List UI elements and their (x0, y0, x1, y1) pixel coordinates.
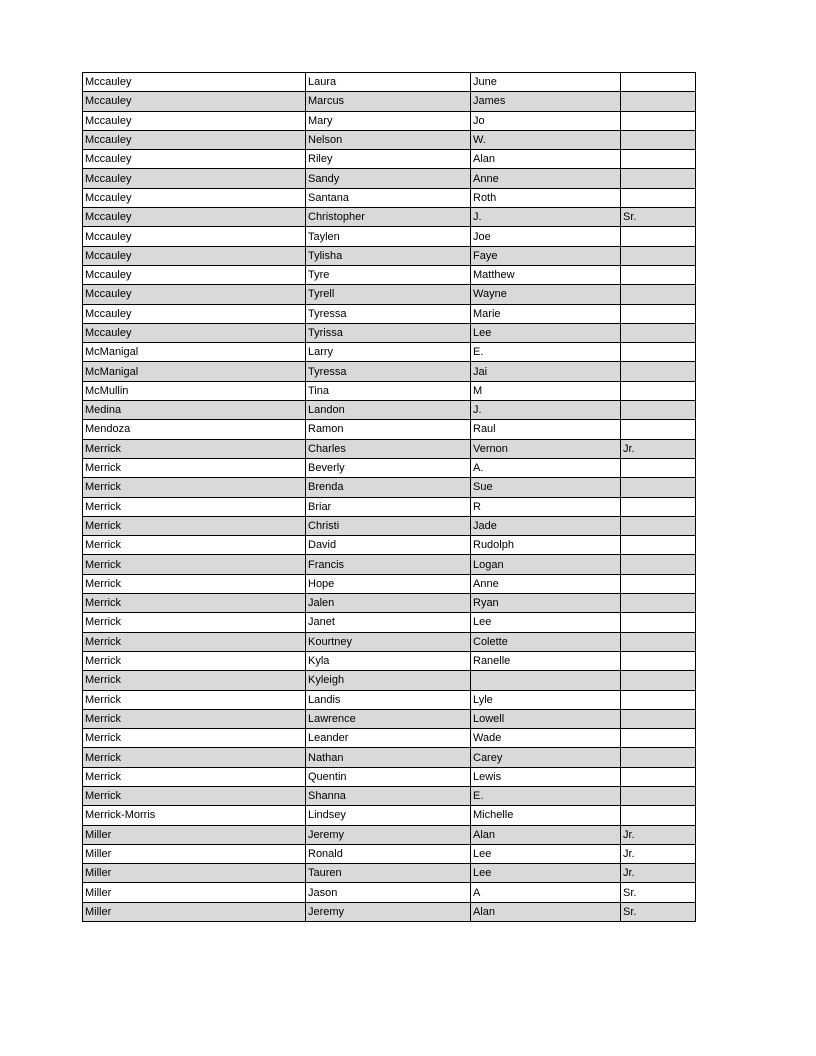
middle-name-cell: Lowell (471, 709, 621, 728)
suffix-cell: Sr. (621, 902, 696, 921)
last-name-cell: McMullin (83, 381, 306, 400)
last-name-cell: Merrick (83, 536, 306, 555)
last-name-cell: Merrick (83, 439, 306, 458)
middle-name-cell (471, 671, 621, 690)
middle-name-cell: Marie (471, 304, 621, 323)
suffix-cell (621, 594, 696, 613)
suffix-cell (621, 246, 696, 265)
last-name-cell: Mccauley (83, 130, 306, 149)
table-row (83, 265, 696, 284)
last-name-cell: Mccauley (83, 227, 306, 246)
last-name-cell: Miller (83, 825, 306, 844)
suffix-cell (621, 323, 696, 342)
last-name-cell: Mccauley (83, 208, 306, 227)
table-row (83, 458, 696, 477)
first-name-cell: Ronald (306, 844, 471, 863)
table-row (83, 767, 696, 786)
last-name-cell: Mccauley (83, 92, 306, 111)
suffix-cell (621, 690, 696, 709)
first-name-cell: Nathan (306, 748, 471, 767)
first-name-cell: Tauren (306, 864, 471, 883)
suffix-cell (621, 786, 696, 805)
first-name-cell: Landis (306, 690, 471, 709)
suffix-cell: Jr. (621, 844, 696, 863)
last-name-cell: Merrick (83, 767, 306, 786)
first-name-cell: Leander (306, 729, 471, 748)
suffix-cell (621, 362, 696, 381)
table-row (83, 111, 696, 130)
last-name-cell: Merrick (83, 478, 306, 497)
last-name-cell: Merrick (83, 632, 306, 651)
table-row (83, 555, 696, 574)
first-name-cell: Christi (306, 516, 471, 535)
first-name-cell: Kyleigh (306, 671, 471, 690)
table-row (83, 92, 696, 111)
table-row (83, 671, 696, 690)
last-name-cell: Mccauley (83, 323, 306, 342)
middle-name-cell: E. (471, 343, 621, 362)
middle-name-cell: Carey (471, 748, 621, 767)
suffix-cell (621, 111, 696, 130)
table-row (83, 150, 696, 169)
suffix-cell (621, 265, 696, 284)
last-name-cell: Miller (83, 883, 306, 902)
last-name-cell: Medina (83, 401, 306, 420)
middle-name-cell: Jai (471, 362, 621, 381)
first-name-cell: Briar (306, 497, 471, 516)
suffix-cell: Sr. (621, 208, 696, 227)
suffix-cell (621, 227, 696, 246)
first-name-cell: Shanna (306, 786, 471, 805)
middle-name-cell: Raul (471, 420, 621, 439)
last-name-cell: Mccauley (83, 265, 306, 284)
middle-name-cell: Alan (471, 150, 621, 169)
suffix-cell (621, 478, 696, 497)
middle-name-cell: J. (471, 208, 621, 227)
table-row (83, 516, 696, 535)
middle-name-cell: Joe (471, 227, 621, 246)
table-row (83, 632, 696, 651)
table-row (83, 536, 696, 555)
last-name-cell: Merrick (83, 690, 306, 709)
last-name-cell: Merrick (83, 458, 306, 477)
suffix-cell (621, 806, 696, 825)
suffix-cell (621, 381, 696, 400)
table-row (83, 246, 696, 265)
middle-name-cell: Wade (471, 729, 621, 748)
last-name-cell: Miller (83, 864, 306, 883)
first-name-cell: Ramon (306, 420, 471, 439)
first-name-cell: Christopher (306, 208, 471, 227)
table-row (83, 709, 696, 728)
table-row (83, 786, 696, 805)
table-row (83, 169, 696, 188)
last-name-cell: Merrick (83, 613, 306, 632)
middle-name-cell: Lewis (471, 767, 621, 786)
table-row (83, 285, 696, 304)
first-name-cell: Santana (306, 188, 471, 207)
first-name-cell: Jeremy (306, 902, 471, 921)
middle-name-cell: Ryan (471, 594, 621, 613)
suffix-cell (621, 343, 696, 362)
first-name-cell: Janet (306, 613, 471, 632)
table-row (83, 690, 696, 709)
middle-name-cell: Lee (471, 844, 621, 863)
suffix-cell: Sr. (621, 883, 696, 902)
suffix-cell (621, 401, 696, 420)
middle-name-cell: June (471, 73, 621, 92)
suffix-cell (621, 613, 696, 632)
table-row (83, 844, 696, 863)
suffix-cell (621, 729, 696, 748)
suffix-cell (621, 748, 696, 767)
suffix-cell (621, 188, 696, 207)
names-table-body (83, 73, 696, 922)
suffix-cell (621, 671, 696, 690)
middle-name-cell: James (471, 92, 621, 111)
last-name-cell: Merrick (83, 594, 306, 613)
table-row (83, 864, 696, 883)
middle-name-cell: Jo (471, 111, 621, 130)
middle-name-cell: Lyle (471, 690, 621, 709)
first-name-cell: Brenda (306, 478, 471, 497)
first-name-cell: Lawrence (306, 709, 471, 728)
middle-name-cell: Alan (471, 902, 621, 921)
last-name-cell: Mccauley (83, 285, 306, 304)
middle-name-cell: Lee (471, 613, 621, 632)
table-row (83, 748, 696, 767)
table-row (83, 343, 696, 362)
first-name-cell: Jeremy (306, 825, 471, 844)
middle-name-cell: A (471, 883, 621, 902)
middle-name-cell: E. (471, 786, 621, 805)
first-name-cell: Larry (306, 343, 471, 362)
middle-name-cell: Faye (471, 246, 621, 265)
first-name-cell: Marcus (306, 92, 471, 111)
table-row (83, 362, 696, 381)
first-name-cell: Nelson (306, 130, 471, 149)
suffix-cell (621, 130, 696, 149)
suffix-cell (621, 497, 696, 516)
first-name-cell: Hope (306, 574, 471, 593)
table-row (83, 304, 696, 323)
suffix-cell (621, 92, 696, 111)
first-name-cell: Laura (306, 73, 471, 92)
suffix-cell (621, 516, 696, 535)
suffix-cell (621, 767, 696, 786)
table-row (83, 130, 696, 149)
first-name-cell: Sandy (306, 169, 471, 188)
table-row (83, 902, 696, 921)
first-name-cell: Landon (306, 401, 471, 420)
last-name-cell: Merrick (83, 497, 306, 516)
names-table (82, 72, 696, 922)
middle-name-cell: Anne (471, 574, 621, 593)
first-name-cell: Quentin (306, 767, 471, 786)
last-name-cell: Miller (83, 844, 306, 863)
suffix-cell (621, 574, 696, 593)
first-name-cell: Francis (306, 555, 471, 574)
suffix-cell: Jr. (621, 825, 696, 844)
last-name-cell: Merrick (83, 729, 306, 748)
last-name-cell: Mccauley (83, 169, 306, 188)
first-name-cell: Kyla (306, 651, 471, 670)
first-name-cell: Charles (306, 439, 471, 458)
suffix-cell (621, 555, 696, 574)
table-row (83, 401, 696, 420)
table-row (83, 574, 696, 593)
last-name-cell: McManigal (83, 362, 306, 381)
last-name-cell: Mccauley (83, 304, 306, 323)
middle-name-cell: Matthew (471, 265, 621, 284)
suffix-cell (621, 285, 696, 304)
first-name-cell: Riley (306, 150, 471, 169)
table-row (83, 227, 696, 246)
table-row (83, 478, 696, 497)
middle-name-cell: Logan (471, 555, 621, 574)
first-name-cell: David (306, 536, 471, 555)
table-row (83, 439, 696, 458)
last-name-cell: Mccauley (83, 188, 306, 207)
first-name-cell: Tyre (306, 265, 471, 284)
first-name-cell: Tyressa (306, 304, 471, 323)
last-name-cell: Mccauley (83, 246, 306, 265)
last-name-cell: Mccauley (83, 150, 306, 169)
middle-name-cell: M (471, 381, 621, 400)
first-name-cell: Tyressa (306, 362, 471, 381)
last-name-cell: Mccauley (83, 73, 306, 92)
first-name-cell: Mary (306, 111, 471, 130)
first-name-cell: Taylen (306, 227, 471, 246)
last-name-cell: Merrick (83, 786, 306, 805)
table-row (83, 806, 696, 825)
suffix-cell (621, 632, 696, 651)
table-row (83, 883, 696, 902)
suffix-cell (621, 458, 696, 477)
suffix-cell: Jr. (621, 439, 696, 458)
table-row (83, 594, 696, 613)
middle-name-cell: Rudolph (471, 536, 621, 555)
middle-name-cell: Michelle (471, 806, 621, 825)
suffix-cell (621, 651, 696, 670)
table-row (83, 729, 696, 748)
table-row (83, 188, 696, 207)
last-name-cell: Merrick (83, 574, 306, 593)
table-row (83, 613, 696, 632)
last-name-cell: Merrick (83, 709, 306, 728)
suffix-cell (621, 304, 696, 323)
first-name-cell: Tylisha (306, 246, 471, 265)
last-name-cell: Mendoza (83, 420, 306, 439)
middle-name-cell: A. (471, 458, 621, 477)
middle-name-cell: Sue (471, 478, 621, 497)
suffix-cell (621, 150, 696, 169)
last-name-cell: Merrick (83, 516, 306, 535)
middle-name-cell: W. (471, 130, 621, 149)
middle-name-cell: Alan (471, 825, 621, 844)
middle-name-cell: R (471, 497, 621, 516)
middle-name-cell: J. (471, 401, 621, 420)
first-name-cell: Kourtney (306, 632, 471, 651)
middle-name-cell: Lee (471, 864, 621, 883)
first-name-cell: Jason (306, 883, 471, 902)
first-name-cell: Tyrell (306, 285, 471, 304)
middle-name-cell: Wayne (471, 285, 621, 304)
middle-name-cell: Colette (471, 632, 621, 651)
suffix-cell (621, 420, 696, 439)
middle-name-cell: Anne (471, 169, 621, 188)
suffix-cell (621, 169, 696, 188)
last-name-cell: McManigal (83, 343, 306, 362)
last-name-cell: Merrick (83, 748, 306, 767)
suffix-cell (621, 709, 696, 728)
middle-name-cell: Ranelle (471, 651, 621, 670)
first-name-cell: Jalen (306, 594, 471, 613)
suffix-cell: Jr. (621, 864, 696, 883)
first-name-cell: Tina (306, 381, 471, 400)
middle-name-cell: Lee (471, 323, 621, 342)
first-name-cell: Beverly (306, 458, 471, 477)
last-name-cell: Miller (83, 902, 306, 921)
table-row (83, 208, 696, 227)
table-row (83, 825, 696, 844)
table-row (83, 420, 696, 439)
table-row (83, 497, 696, 516)
table-row (83, 381, 696, 400)
table-row (83, 73, 696, 92)
last-name-cell: Merrick (83, 555, 306, 574)
middle-name-cell: Roth (471, 188, 621, 207)
middle-name-cell: Jade (471, 516, 621, 535)
first-name-cell: Tyrissa (306, 323, 471, 342)
middle-name-cell: Vernon (471, 439, 621, 458)
table-row (83, 323, 696, 342)
suffix-cell (621, 73, 696, 92)
last-name-cell: Merrick (83, 651, 306, 670)
table-row (83, 651, 696, 670)
first-name-cell: Lindsey (306, 806, 471, 825)
last-name-cell: Mccauley (83, 111, 306, 130)
suffix-cell (621, 536, 696, 555)
last-name-cell: Merrick (83, 671, 306, 690)
last-name-cell: Merrick-Morris (83, 806, 306, 825)
